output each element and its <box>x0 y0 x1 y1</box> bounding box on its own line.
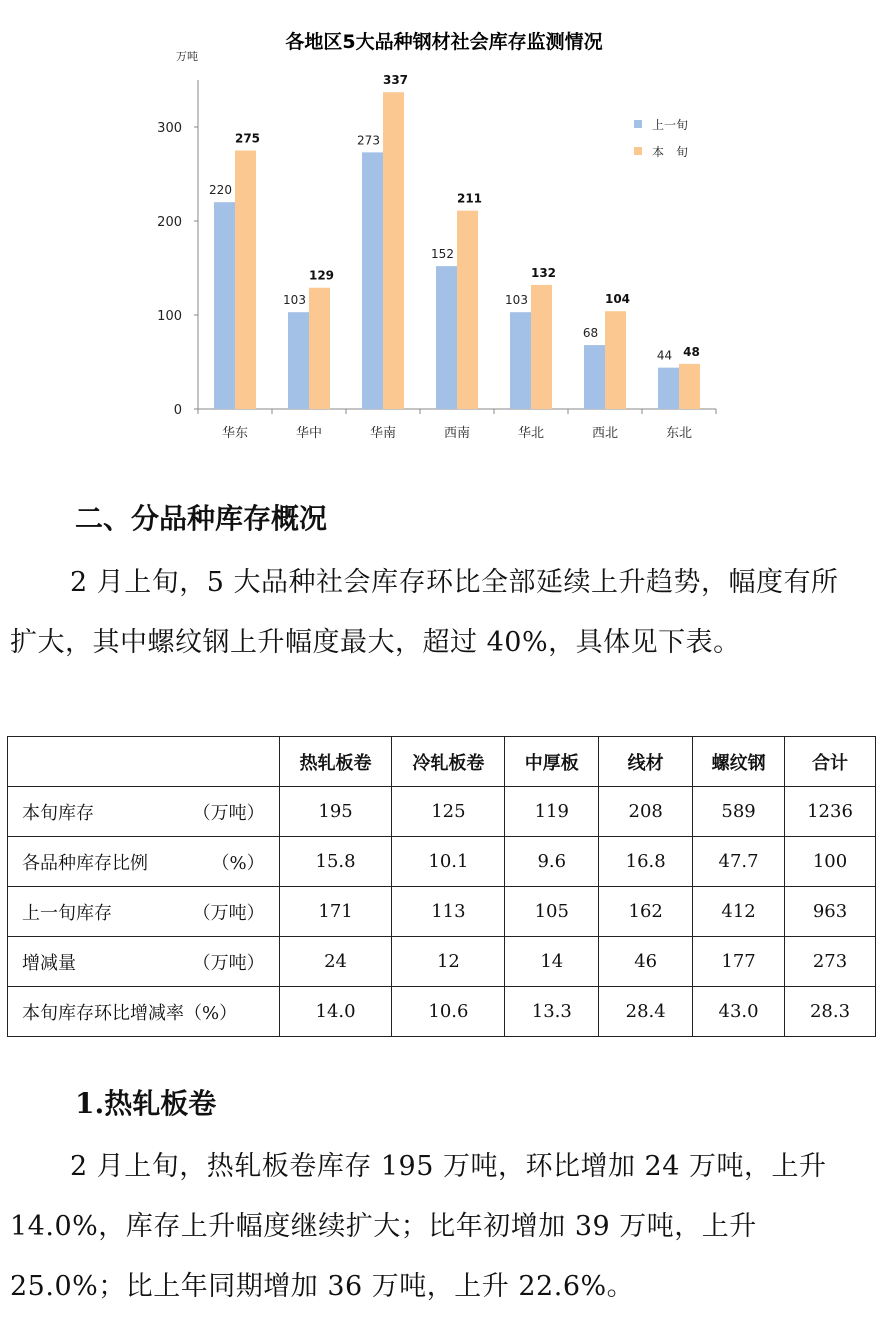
table-header-row <box>8 737 876 787</box>
table-cell: 195 <box>279 787 392 837</box>
y-tick-label: 100 <box>157 309 182 324</box>
table-cell: 105 <box>505 887 599 937</box>
table-cell: 208 <box>599 787 693 837</box>
data-label-previous: 103 <box>283 293 306 308</box>
table-cell: 24 <box>279 937 392 987</box>
legend-label: 本 旬 <box>652 145 689 159</box>
table-header-cell: 线材 <box>599 737 693 787</box>
bar-current <box>605 311 626 409</box>
bar-previous <box>288 312 309 409</box>
table-cell: 273 <box>785 937 876 987</box>
y-tick-label: 200 <box>157 215 182 230</box>
data-label-previous: 220 <box>209 183 232 198</box>
data-label-previous: 273 <box>357 133 380 148</box>
bar-previous <box>510 312 531 409</box>
y-tick-label: 0 <box>173 403 182 418</box>
x-category-label: 华北 <box>517 426 545 441</box>
table-cell: 162 <box>599 887 693 937</box>
row-name: 本旬库存环比增减率（%） <box>22 1002 238 1024</box>
table-cell: 12 <box>392 937 505 987</box>
table-cell: 412 <box>693 887 785 937</box>
table-cell: 28.3 <box>785 987 876 1037</box>
row-unit: （万吨） <box>192 902 265 924</box>
x-category-label: 东北 <box>665 426 693 441</box>
table-row <box>8 787 876 837</box>
row-name: 各品种库存比例 <box>22 852 148 874</box>
table-cell: 10.1 <box>392 837 505 887</box>
table-cell: 171 <box>279 887 392 937</box>
table-cell: 13.3 <box>505 987 599 1037</box>
table-header-cell: 冷轧板卷 <box>392 737 505 787</box>
table-cell: 100 <box>785 837 876 887</box>
x-category-label: 华南 <box>369 426 397 441</box>
row-name: 上一旬库存 <box>22 902 112 924</box>
data-label-previous: 68 <box>582 326 599 341</box>
table-header-cell: 中厚板 <box>505 737 599 787</box>
inventory-summary-table <box>7 736 876 1037</box>
chart-title: 各地区5大品种钢材社会库存监测情况 <box>285 31 603 53</box>
row-label <box>8 887 280 937</box>
table-cell: 589 <box>693 787 785 837</box>
table-cell: 14.0 <box>279 987 392 1037</box>
data-label-current: 104 <box>604 292 631 307</box>
hot-rolled-paragraph: 2 月上旬，热轧板卷库存 195 万吨，环比增加 24 万吨，上升 14.0%，库存上升幅度继续扩大；比年初增加 39 万吨，上升 25.0%；比上年同期增加 36 万吨，上升 22.6%。 <box>10 1151 827 1302</box>
intro-paragraph: 2 月上旬，5 大品种社会库存环比全部延续上升趋势，幅度有所扩大，其中螺纹钢上升幅度最大，超过 40%，具体见下表。 <box>10 567 839 658</box>
x-category-label: 西北 <box>591 426 619 441</box>
row-label <box>8 787 280 837</box>
table-cell: 15.8 <box>279 837 392 887</box>
table-cell: 46 <box>599 937 693 987</box>
table-cell: 14 <box>505 937 599 987</box>
legend-swatch <box>634 120 642 128</box>
table-cell: 16.8 <box>599 837 693 887</box>
data-label-previous: 44 <box>656 348 673 363</box>
table-cell: 963 <box>785 887 876 937</box>
x-category-label: 华东 <box>221 426 249 441</box>
table-cell: 28.4 <box>599 987 693 1037</box>
table-cell: 9.6 <box>505 837 599 887</box>
row-name: 增减量 <box>22 952 76 974</box>
chart-legend <box>634 117 688 159</box>
table-cell: 113 <box>392 887 505 937</box>
y-tick-label: 300 <box>157 121 182 136</box>
hot-rolled-heading: 1.热轧板卷 <box>75 1087 217 1120</box>
bar-current <box>531 285 552 409</box>
row-label <box>8 987 280 1037</box>
bar-current <box>679 364 700 409</box>
row-unit: （万吨） <box>192 802 265 824</box>
table-header-cell <box>8 737 280 787</box>
y-ticks <box>157 121 198 418</box>
row-name: 本旬库存 <box>22 802 94 824</box>
bar-current <box>309 288 330 409</box>
table-header-cell: 螺纹钢 <box>693 737 785 787</box>
table-row <box>8 887 876 937</box>
table-row <box>8 937 876 987</box>
data-label-current: 132 <box>530 265 557 280</box>
row-label <box>8 937 280 987</box>
data-label-current: 129 <box>308 268 335 283</box>
row-unit: （%） <box>211 852 265 874</box>
bar-current <box>457 211 478 409</box>
bar-current <box>235 151 256 410</box>
bar-previous <box>658 368 679 409</box>
bars-group <box>209 73 700 409</box>
table-header-cell: 热轧板卷 <box>279 737 392 787</box>
table-cell: 43.0 <box>693 987 785 1037</box>
y-axis-unit-label: 万吨 <box>176 50 198 63</box>
data-label-current: 275 <box>234 131 261 146</box>
bar-previous <box>214 202 235 409</box>
bar-previous <box>362 152 383 409</box>
data-label-current: 48 <box>683 344 700 359</box>
table-cell: 10.6 <box>392 987 505 1037</box>
data-label-current: 211 <box>456 191 483 206</box>
data-label-current: 337 <box>382 73 409 88</box>
legend-label: 上一旬 <box>652 118 689 132</box>
table-cell: 119 <box>505 787 599 837</box>
legend-swatch <box>634 147 642 155</box>
table-header-cell: 合计 <box>785 737 876 787</box>
bar-previous <box>584 345 605 409</box>
table-row <box>8 837 876 887</box>
data-label-previous: 152 <box>431 247 454 262</box>
table-cell: 47.7 <box>693 837 785 887</box>
x-category-label: 西南 <box>443 426 471 441</box>
x-category-labels <box>198 409 716 441</box>
table-cell: 177 <box>693 937 785 987</box>
section-heading: 二、分品种库存概况 <box>75 502 328 535</box>
row-unit: （万吨） <box>192 952 265 974</box>
x-category-label: 华中 <box>295 426 323 441</box>
table-row <box>8 987 876 1037</box>
bar-previous <box>436 266 457 409</box>
regional-inventory-chart <box>0 0 883 470</box>
table-cell: 125 <box>392 787 505 837</box>
table-cell: 1236 <box>785 787 876 837</box>
data-label-previous: 103 <box>505 293 528 308</box>
bar-current <box>383 92 404 409</box>
row-label <box>8 837 280 887</box>
